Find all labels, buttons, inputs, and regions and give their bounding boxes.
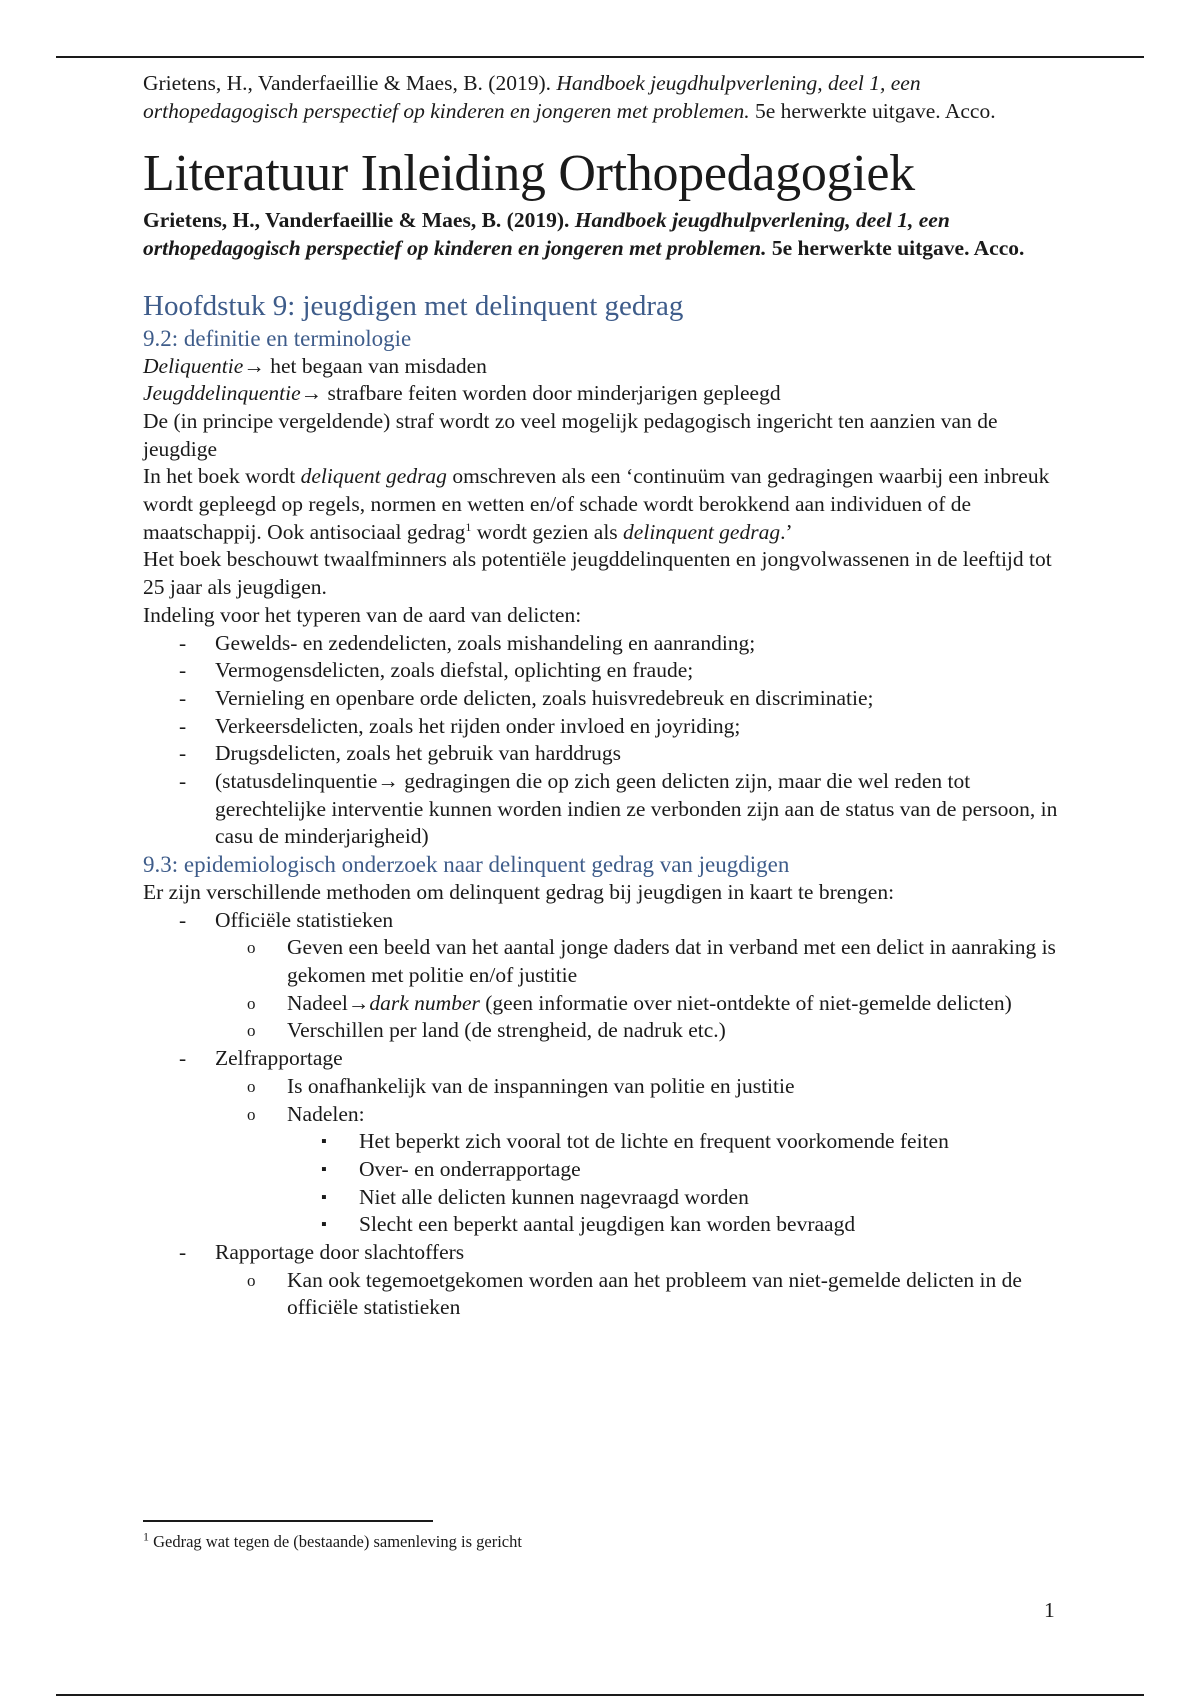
list-item-text: gedragingen die op zich geen delicten zijn, maar die wel reden tot gerechtelijke interventie kunnen worden indien ze verbonden zijn aan de status van de persoon, in casu de minderjarigheid) — [215, 769, 1058, 849]
list-item — [143, 713, 1063, 741]
list-item-text: Het beperkt zich vooral tot de lichte en frequent voorkomende feiten — [359, 1129, 949, 1154]
paragraph-text: omschreven als een ‘continuüm van gedragingen waarbij een inbreuk wordt gepleegd op regels, normen en wetten en/of schade wordt berokkend aan individuen of de maatschappij. Ook antisociaal gedrag — [143, 464, 1050, 544]
list-item — [143, 768, 1063, 851]
delict-type-list — [143, 630, 1063, 852]
definition-deliquentie — [143, 353, 1063, 381]
header-ref-title: Handboek jeugdhulpverlening, deel 1, een orthopedagogisch perspectief op kinderen en jongeren met problemen. — [143, 71, 921, 123]
list-item-text: Gewelds- en zedendelicten, zoals mishandeling en aanranding; — [215, 630, 756, 655]
list-item — [215, 990, 1063, 1018]
arrow-icon: → — [300, 381, 323, 406]
circle-bullet-icon: o — [247, 1076, 256, 1096]
list-item-text: Zelfrapportage — [215, 1046, 343, 1071]
paragraph-indeling: Indeling voor het typeren van de aard van delicten: — [143, 602, 582, 627]
dash-bullet-icon: - — [179, 907, 187, 932]
paragraph-text: wordt gezien als — [471, 519, 624, 544]
bottom-rule — [56, 1694, 1144, 1696]
dash-bullet-icon: - — [179, 713, 187, 738]
sub-list — [215, 1267, 1063, 1322]
list-item — [143, 740, 1063, 768]
paragraph-twaalfminners: Het boek beschouwt twaalfminners als potentiële jeugddelinquenten en jongvolwassenen in de leeftijd tot 25 jaar als jeugdigen. — [143, 547, 1052, 600]
subtitle-tail: 5e herwerkte uitgave. Acco. — [766, 236, 1025, 261]
list-item — [143, 685, 1063, 713]
dash-bullet-icon: - — [179, 741, 187, 766]
list-item — [287, 1211, 1063, 1239]
section-heading-9-3: 9.3: epidemiologisch onderzoek naar delinquent gedrag van jeugdigen — [143, 852, 790, 878]
dash-bullet-icon: - — [179, 1240, 187, 1265]
list-item-text: (geen informatie over niet-ontdekte of niet-gemelde delicten) — [479, 990, 1012, 1015]
dash-bullet-icon: - — [179, 1046, 187, 1071]
square-bullet-icon: ▪ — [321, 1216, 327, 1234]
list-item-text: Niet alle delicten kunnen nagevraagd worden — [359, 1184, 749, 1209]
paragraph-text: In het boek wordt — [143, 464, 301, 489]
list-item-text: Rapportage door slachtoffers — [215, 1240, 465, 1265]
arrow-icon: → — [347, 990, 370, 1015]
footnote-text: Gedrag wat tegen de (bestaande) samenleving is gericht — [149, 1532, 522, 1551]
document-subtitle — [143, 207, 1063, 262]
term-jeugddelinquentie: Jeugddelinquentie — [143, 381, 301, 406]
list-item — [215, 1101, 1063, 1240]
list-item-text: Vermogensdelicten, zoals diefstal, oplichting en fraude; — [215, 658, 694, 683]
list-item — [287, 1184, 1063, 1212]
list-item-text: Drugsdelicten, zoals het gebruik van harddrugs — [215, 741, 621, 766]
footnote-reference: 1 — [465, 519, 472, 534]
paragraph-straf: De (in principe vergeldende) straf wordt zo veel mogelijk pedagogisch ingericht ten aanzien van de jeugdige — [143, 408, 998, 461]
definition-jeugddelinquentie — [143, 380, 1063, 408]
list-item — [215, 1073, 1063, 1101]
list-item-text: Vernieling en openbare orde delicten, zoals huisvredebreuk en discriminatie; — [215, 685, 874, 710]
square-bullet-icon: ▪ — [321, 1133, 327, 1151]
list-item — [287, 1128, 1063, 1156]
header-ref-tail: 5e herwerkte uitgave. Acco. — [749, 98, 996, 123]
list-item-text: Verkeersdelicten, zoals het rijden onder invloed en joyriding; — [215, 713, 741, 738]
list-item-text: Verschillen per land (de strengheid, de nadruk etc.) — [287, 1018, 726, 1043]
definition-text: het begaan van misdaden — [264, 353, 487, 378]
list-item-text: Nadeel — [287, 990, 348, 1015]
list-item — [143, 907, 1063, 1046]
arrow-icon: → — [243, 353, 265, 378]
circle-bullet-icon: o — [247, 1270, 256, 1290]
paragraph-text: .’ — [780, 519, 793, 544]
list-item — [143, 630, 1063, 658]
dash-bullet-icon: - — [179, 658, 187, 683]
sub-sub-list — [287, 1128, 1063, 1239]
header-ref-authors: Grietens, H., Vanderfaeillie & Maes, B. (2019). — [143, 71, 557, 95]
footnote-number: 1 — [143, 1529, 149, 1544]
subtitle-book-title: Handboek jeugdhulpverlening, deel 1, een orthopedagogisch perspectief op kinderen en jongeren met problemen. — [143, 208, 950, 261]
sub-list — [215, 1073, 1063, 1239]
list-item — [287, 1156, 1063, 1184]
list-item-text: Over- en onderrapportage — [359, 1156, 581, 1181]
section-heading-9-2: 9.2: definitie en terminologie — [143, 325, 412, 351]
term-deliquentie: Deliquentie — [143, 353, 244, 378]
method-list — [143, 907, 1063, 1323]
subtitle-authors: Grietens, H., Vanderfaeillie & Maes, B. (2019). — [143, 208, 575, 233]
circle-bullet-icon: o — [247, 938, 256, 958]
circle-bullet-icon: o — [247, 1104, 256, 1124]
list-item-text: Officiële statistieken — [215, 907, 394, 932]
list-item — [215, 1017, 1063, 1045]
list-item — [143, 1045, 1063, 1239]
list-item-text: Kan ook tegemoetgekomen worden aan het probleem van niet-gemelde delicten in de officiële statistieken — [287, 1267, 1022, 1320]
paragraph-emphasis: deliquent gedrag — [300, 464, 447, 489]
list-item — [143, 1239, 1063, 1322]
square-bullet-icon: ▪ — [321, 1188, 327, 1206]
paragraph-definition — [143, 463, 1063, 546]
dash-bullet-icon: - — [179, 630, 187, 655]
document-title: Literatuur Inleiding Orthopedagogiek — [143, 145, 915, 203]
list-item-text: Is onafhankelijk van de inspanningen van politie en justitie — [287, 1073, 795, 1098]
top-rule — [56, 56, 1144, 58]
list-item-text: Nadelen: — [287, 1101, 365, 1126]
circle-bullet-icon: o — [247, 1021, 256, 1041]
list-item-text: Slecht een beperkt aantal jeugdigen kan worden bevraagd — [359, 1212, 856, 1237]
definition-text: strafbare feiten worden door minderjarigen gepleegd — [322, 381, 781, 406]
list-item — [215, 1267, 1063, 1322]
chapter-heading: Hoofdstuk 9: jeugdigen met delinquent gedrag — [143, 289, 684, 322]
circle-bullet-icon: o — [247, 993, 256, 1013]
sub-list — [215, 934, 1063, 1045]
page-number: 1 — [1044, 1598, 1055, 1622]
footnote — [143, 1529, 522, 1552]
list-item — [215, 934, 1063, 989]
page-content — [143, 70, 1063, 1322]
list-item-text: (statusdelinquentie — [215, 769, 378, 794]
arrow-icon: → — [377, 769, 399, 794]
list-item-text: Geven een beeld van het aantal jonge daders dat in verband met een delict in aanraking is gekomen met politie en/of justitie — [287, 935, 1056, 987]
square-bullet-icon: ▪ — [321, 1160, 327, 1178]
paragraph-methoden: Er zijn verschillende methoden om delinquent gedrag bij jeugdigen in kaart te brengen: — [143, 879, 895, 904]
header-reference — [143, 70, 1063, 125]
list-item — [143, 657, 1063, 685]
footnote-separator — [143, 1520, 433, 1522]
list-item-emphasis: dark number — [369, 990, 480, 1015]
dash-bullet-icon: - — [179, 685, 187, 710]
dash-bullet-icon: - — [179, 769, 187, 794]
paragraph-emphasis: delinquent gedrag — [623, 519, 781, 544]
